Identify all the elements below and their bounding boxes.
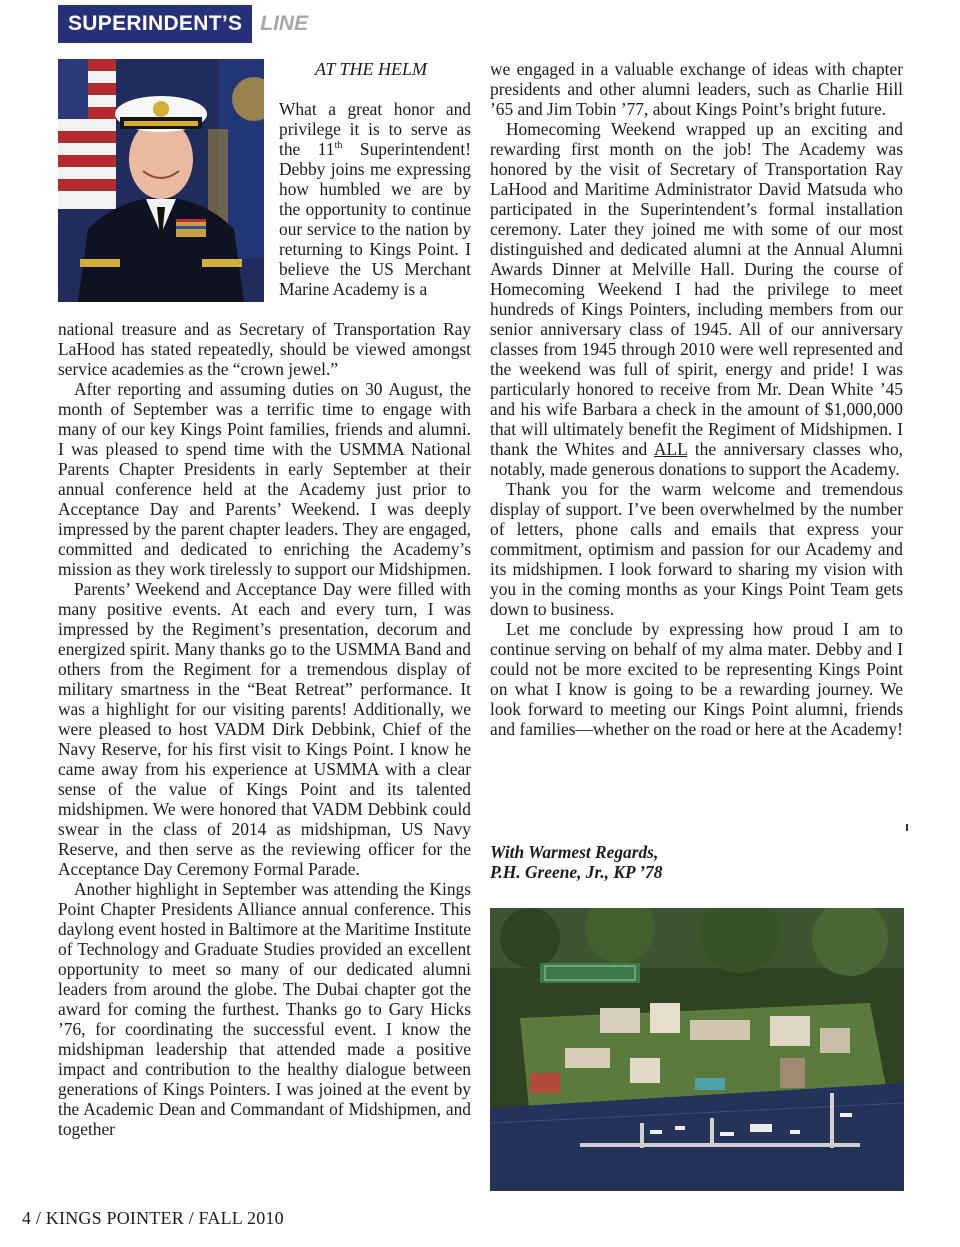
intro-text-part2: Superintendent! Debby joins me expressing how humbled we are by the opportunity to continue our service to the nation by returning to Kings Point. I believe the US Merchant Marine Academy is a	[279, 139, 471, 299]
superintendent-portrait	[58, 59, 264, 302]
paragraph-continued: we engaged in a valuable exchange of ideas with chapter presidents and other alumni leaders, such as Charlie Hill ’65 and Jim Tobin ’77, about Kings Point’s bright future.	[490, 59, 903, 119]
intro-continuation: national treasure and as Secretary of Transportation Ray LaHood has stated repeatedly, should be viewed amongst service academies as the “crown jewel.”	[58, 319, 471, 379]
right-column	[490, 59, 903, 739]
page-footer: 4 / KINGS POINTER / FALL 2010	[22, 1208, 284, 1228]
homecoming-text-before: Homecoming Weekend wrapped up an exciting and rewarding first month on the job! The Academy was honored by the visit of Secretary of Transportation Ray LaHood and Maritime Administrator David Matsuda who participated in the Superintendent’s formal installation ceremony. Later they joined me with some of our most distinguished and dedicated alumni at the Annual Alumni Awards Dinner at Melville Hall. During the course of Homecoming Weekend I had the privilege to meet hundreds of Kings Pointers, including members from our senior anniversary class of 1945. All of our anniversary classes from 1945 through 2010 were well represented and the weekend was full of spirit, energy and pride! I was particularly honored to receive from Mr. Dean White ’45 and his wife Barbara a check in the amount of $1,000,000 that will ultimately benefit the Regiment of Midshipmen. I thank the Whites and	[490, 119, 903, 459]
signoff	[490, 842, 662, 882]
section-header	[58, 5, 308, 43]
paragraph-thanks: Thank you for the warm welcome and tremendous display of support. I’ve been overwhelmed by the number of letters, phone calls and emails that express your commitment, optimism and passion for our Academy and its midshipmen. I look forward to sharing my vision with you in the coming months as your Kings Point Team gets down to business.	[490, 479, 903, 619]
signoff-greeting: With Warmest Regards,	[490, 842, 659, 862]
section-title-suffix: LINE	[260, 12, 309, 35]
stray-mark	[906, 824, 908, 831]
intro-superscript: th	[334, 140, 343, 152]
campus-aerial-photo	[490, 908, 904, 1191]
homecoming-text-after: the anniversary classes who, notably, made generous donations to support the Academy.	[490, 439, 903, 479]
paragraph-alliance-conference: Another highlight in September was attending the Kings Point Chapter Presidents Alliance annual conference. This daylong event hosted in Baltimore at the Maritime Institute of Technology and Graduate Studies provided an excellent opportunity to meet so many of our dedicated alumni leaders from around the globe. The Dubai chapter got the award for coming the furthest. Thanks go to Gary Hicks ’76, for coordinating the successful event. I know the midshipman leadership that attended made a positive impact and contribution to the healthy dialogue between generations of Kings Pointers. I was joined at the event by the Academic Dean and Commandant of Midshipmen, and together	[58, 879, 471, 1139]
section-title: SUPERINDENT’S	[58, 5, 252, 43]
paragraph-conclusion: Let me conclude by expressing how proud I am to continue serving on behalf of my alma mater. Debby and I could not be more excited to be representing Kings Point on what I know is going to be a rewarding journey. We look forward to meeting our Kings Point alumni, friends and families—whether on the road or here at the Academy!	[490, 619, 903, 739]
homecoming-underlined-word: ALL	[653, 439, 688, 459]
intro-paragraph	[279, 99, 471, 299]
left-column	[58, 319, 471, 1139]
paragraph-september: After reporting and assuming duties on 30 August, the month of September was a terrific time to engage with many of our key Kings Point families, friends and alumni. I was pleased to spend time with the USMMA National Parents Chapter Presidents in early September at their annual conference held at the Academy just prior to Acceptance Day and Parents’ Weekend. I was deeply impressed by the parent chapter leaders. They are engaged, committed and dedicated to enriching the Academy’s mission as they work tirelessly to support our Midshipmen.	[58, 379, 472, 579]
intro-text-part1: What a great honor and privilege it is to serve as the 11	[279, 99, 471, 159]
paragraph-homecoming	[490, 119, 903, 479]
paragraph-parents-weekend: Parents’ Weekend and Acceptance Day were filled with many positive events. At each and every turn, I was impressed by the Regiment’s presentation, decorum and energized spirit. Many thanks go to the USMMA Band and others from the Regiment for a tremendous display of military smartness in the “Beat Retreat” performance. It was a highlight for our visiting parents! Additionally, we were pleased to host VADM Dirk Debbink, Chief of the Navy Reserve, for his first visit to Kings Point. I know he came away from his experience at USMMA with a clear sense of the value of Kings Point and its talented midshipmen. We were honored that VADM Debbink could swear in the class of 2014 as midshipman, US Navy Reserve, and then serve as the reviewing officer for the Acceptance Day Ceremony Formal Parade.	[58, 579, 471, 879]
article-title: AT THE HELM	[315, 59, 428, 79]
signoff-name: P.H. Greene, Jr., KP ’78	[490, 862, 663, 882]
